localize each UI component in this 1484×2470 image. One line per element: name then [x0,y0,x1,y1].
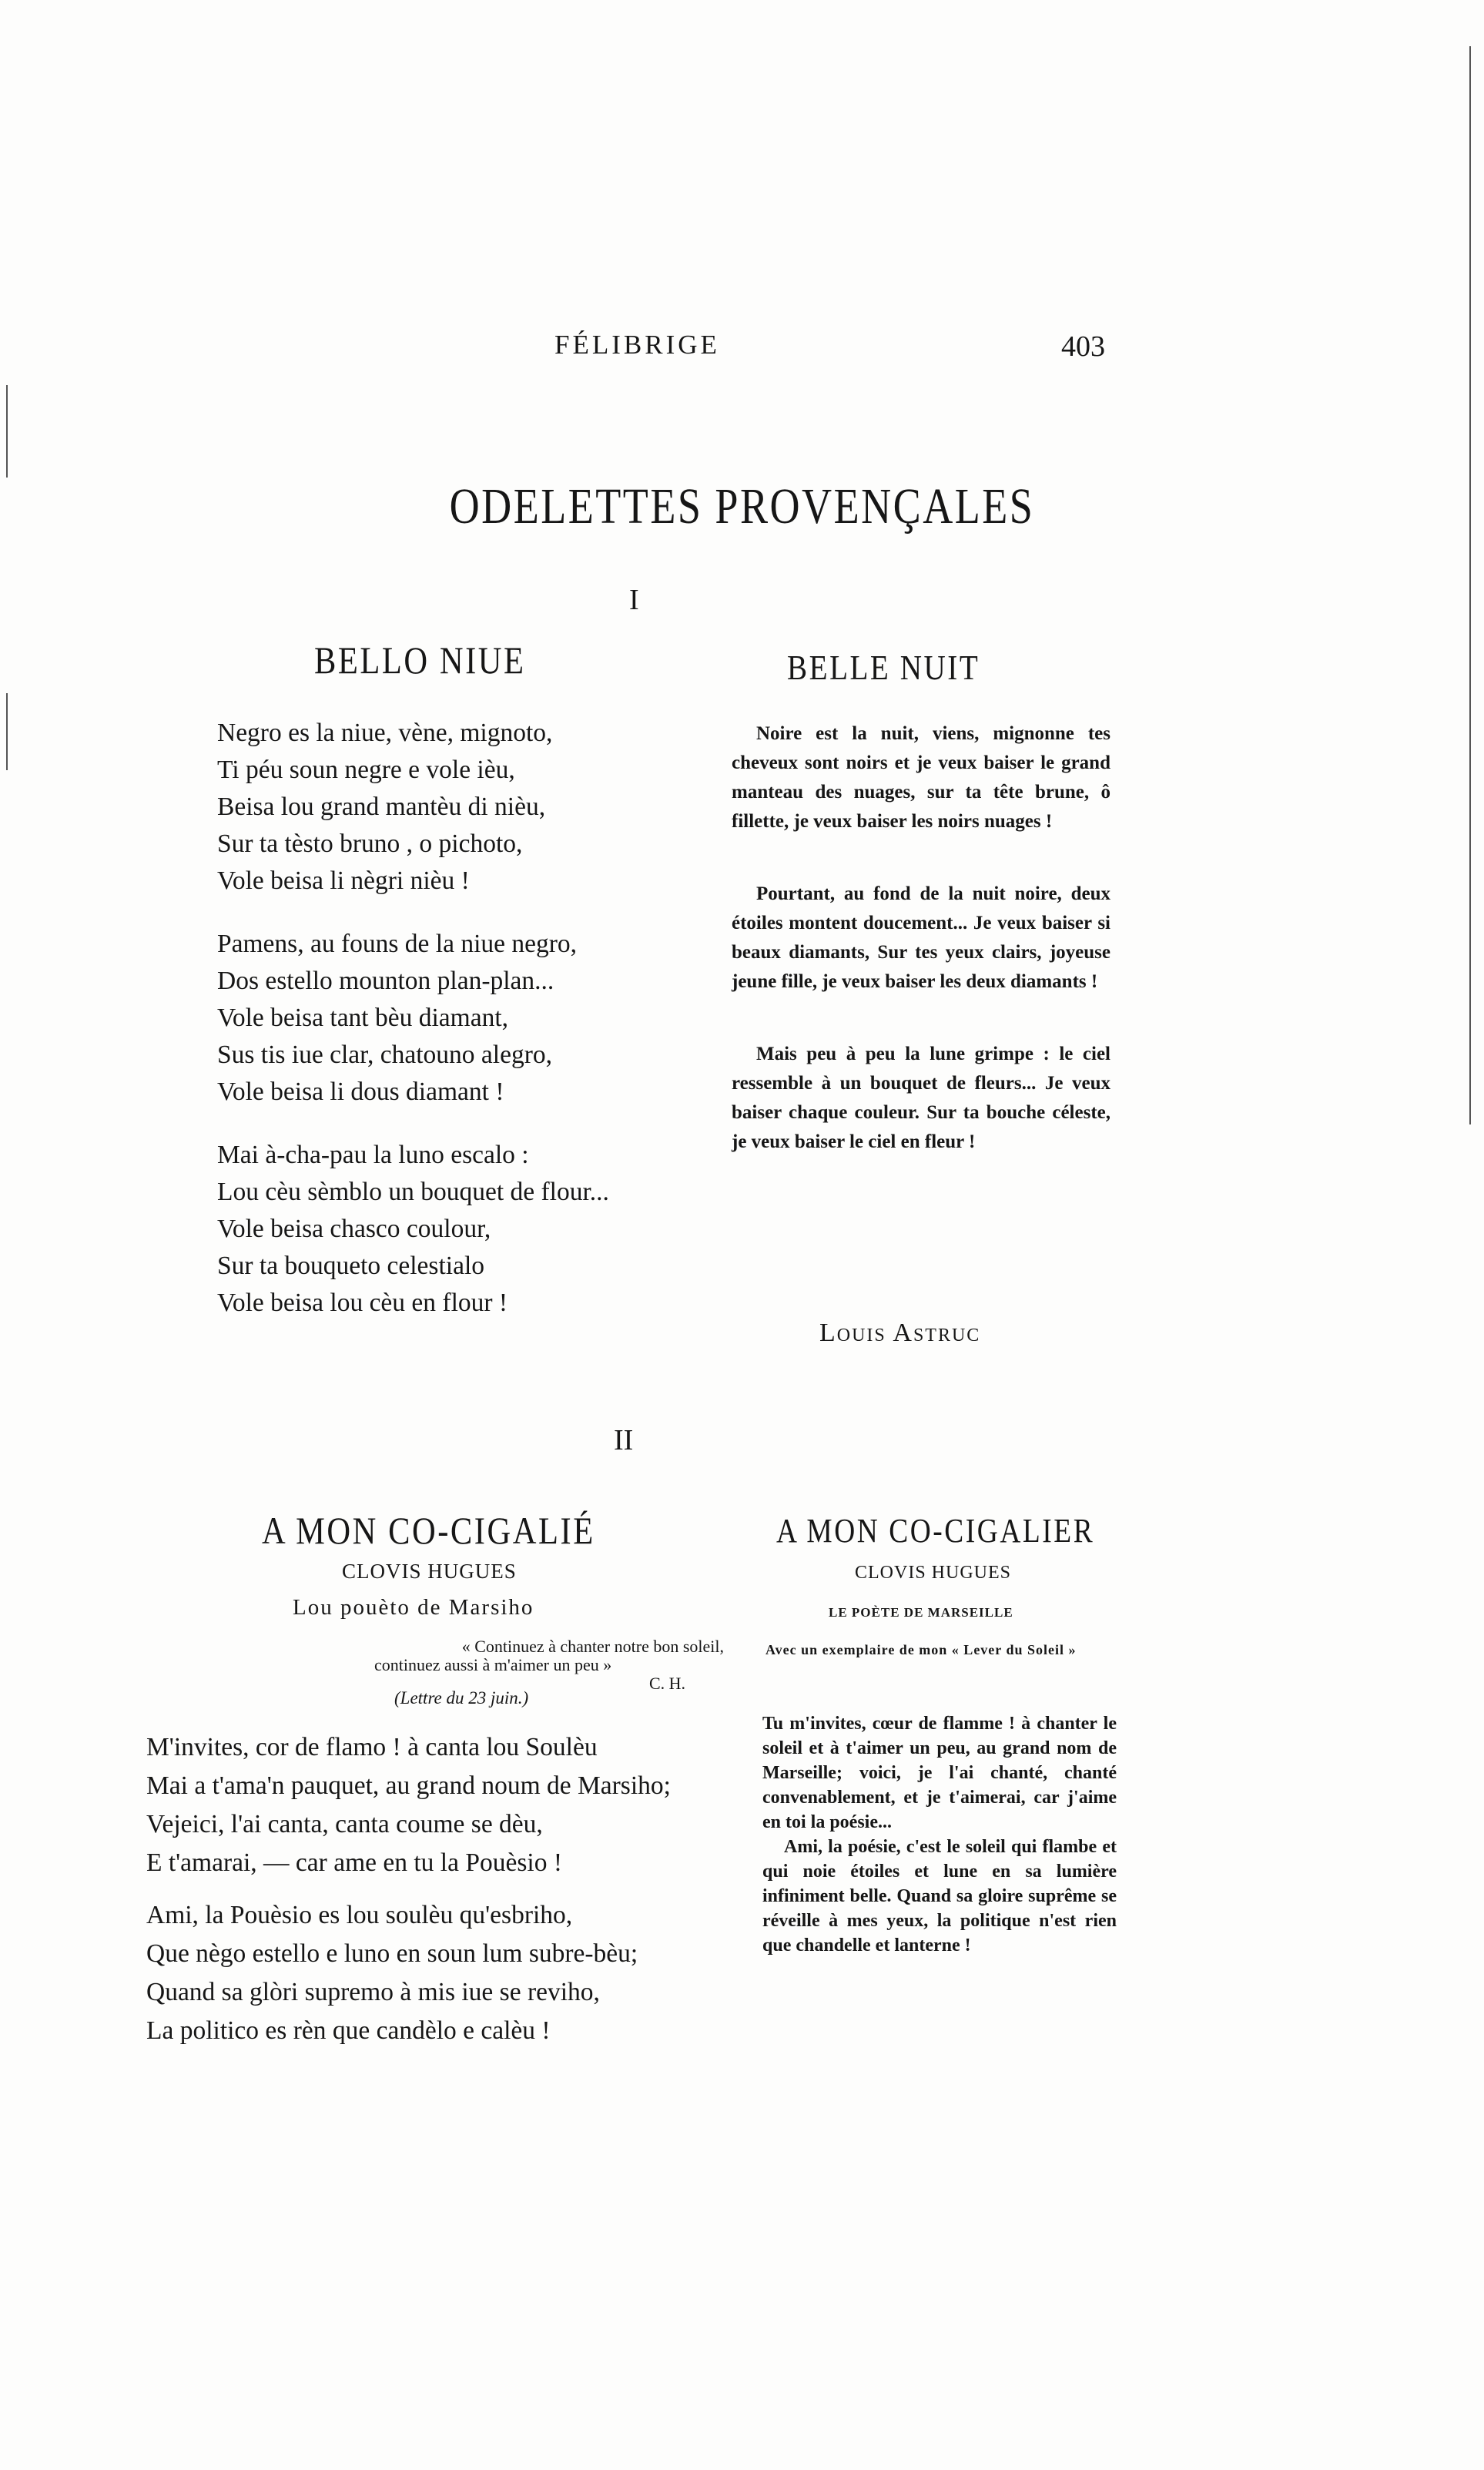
verse-line: Ami, la Pouèsio es lou soulèu qu'esbriho, [146,1901,573,1929]
provencal-title: A MON CO-CIGALIÉ [262,1509,595,1552]
verse-line: Lou cèu sèmblo un bouquet de flour... [217,1178,609,1206]
section-numeral: II [614,1424,634,1456]
stanza [146,1896,671,2050]
epigraph-author: C. H. [648,1674,685,1693]
verse-line: Beisa lou grand mantèu di nièu, [217,793,546,821]
verse-line: Negro es la niue, vène, mignoto, [217,719,553,747]
author-signature: Louis Astruc [819,1319,981,1347]
translation-paragraph: Ami, la poésie, c'est le soleil qui flambe et qui noie étoiles et lune en sa lumière infiniment belle. Quand sa gloire suprême se réveille à mes yeux, la politique n'est rien que chandelle et lanterne ! [762,1837,1117,1956]
translation-paragraph: Mais peu à peu la lune grimpe : le ciel ressemble à un bouquet de fleurs... Je veux baiser chaque couleur. Sur ta bouche céleste, je veux baiser le ciel en fleur ! [732,1044,1110,1152]
running-head: FÉLIBRIGE [554,330,720,360]
french-translation [762,1711,1117,1958]
verse-line: Vole beisa lou cèu en flour ! [217,1289,508,1317]
french-dedicatee: CLOVIS HUGUES [855,1563,1012,1583]
section-numeral: I [629,584,639,616]
verse-line: M'invites, cor de flamo ! à canta lou Soulèu [146,1733,598,1761]
main-title: ODELETTES PROVENÇALES [449,478,1035,535]
verse-line: Sus tis iue clar, chatouno alegro, [217,1041,552,1069]
epigraph-source: (Lettre du 23 juin.) [394,1688,529,1708]
epigraph-line: « Continuez à chanter notre bon soleil, [461,1637,724,1656]
epigraph [362,1637,724,1693]
verse-line: Vejeici, l'ai canta, canta coume se dèu, [146,1810,543,1838]
verse-line: Sur ta bouqueto celestialo [217,1252,485,1280]
provencal-dedicatee: CLOVIS HUGUES [342,1560,517,1583]
french-translation [732,719,1110,1200]
scan-edge-mark [1469,46,1471,1124]
verse-line: Que nègo estello e luno en soun lum subre-bèu; [146,1939,638,1968]
translation-paragraph: Noire est la nuit, viens, mignonne tes cheveux sont noirs et je veux baiser le grand manteau des nuages, sur ta tête brune, ô fillette, je veux baiser les noirs nuages ! [732,723,1110,832]
verse-line: E t'amarai, — car ame en tu la Pouèsio ! [146,1848,562,1877]
verse-line: La politico es rèn que candèlo e calèu ! [146,2016,551,2045]
french-title: BELLE NUIT [787,648,980,687]
translation-paragraph: Pourtant, au fond de la nuit noire, deux étoiles montent doucement... Je veux baiser si beaux diamants, Sur tes yeux clairs, joyeuse jeune fille, je veux baiser les deux diamants ! [732,883,1110,992]
verse-line: Vole beisa chasco coulour, [217,1215,491,1243]
french-dedication-note: Avec un exemplaire de mon « Lever du Soleil » [765,1642,1077,1657]
verse-line: Mai a t'ama'n pauquet, au grand noum de Marsiho; [146,1771,671,1800]
verse-line: Dos estello mounton plan-plan... [217,967,554,995]
provencal-title: BELLO NIUE [314,638,526,682]
provencal-subline: Lou pouèto de Marsiho [293,1595,534,1620]
translation-paragraph: Tu m'invites, cœur de flamme ! à chanter le soleil et à t'aimer un peu, au grand nom de Marseille; voici, je l'ai chanté, chanté convenablement, et je t'aimerai, car j'aime en toi la poésie... [762,1714,1117,1832]
verse-line: Vole beisa li nègri nièu ! [217,866,470,895]
provencal-verse [217,715,609,1348]
verse-line: Ti péu soun negre e vole ièu, [217,756,515,784]
french-subline: LE POÈTE DE MARSEILLE [829,1605,1013,1620]
french-title: A MON CO-CIGALIER [776,1512,1095,1550]
verse-line: Pamens, au founs de la niue negro, [217,930,578,958]
verse-line: Quand sa glòri supremo à mis iue se reviho, [146,1978,600,2006]
stanza [217,926,609,1111]
verse-line: Sur ta tèsto bruno , o pichoto, [217,829,523,858]
epigraph-line: continuez aussi à m'aimer un peu » [374,1655,612,1674]
stanza [217,715,609,900]
verse-line: Vole beisa li dous diamant ! [217,1077,504,1106]
verse-line: Vole beisa tant bèu diamant, [217,1004,509,1032]
provencal-verse [146,1728,671,2076]
stanza [146,1728,671,1882]
verse-line: Mai à-cha-pau la luno escalo : [217,1141,529,1169]
scan-edge-mark [6,693,8,770]
scan-edge-mark [6,385,8,478]
page-number: 403 [1061,330,1105,363]
stanza [217,1137,609,1322]
